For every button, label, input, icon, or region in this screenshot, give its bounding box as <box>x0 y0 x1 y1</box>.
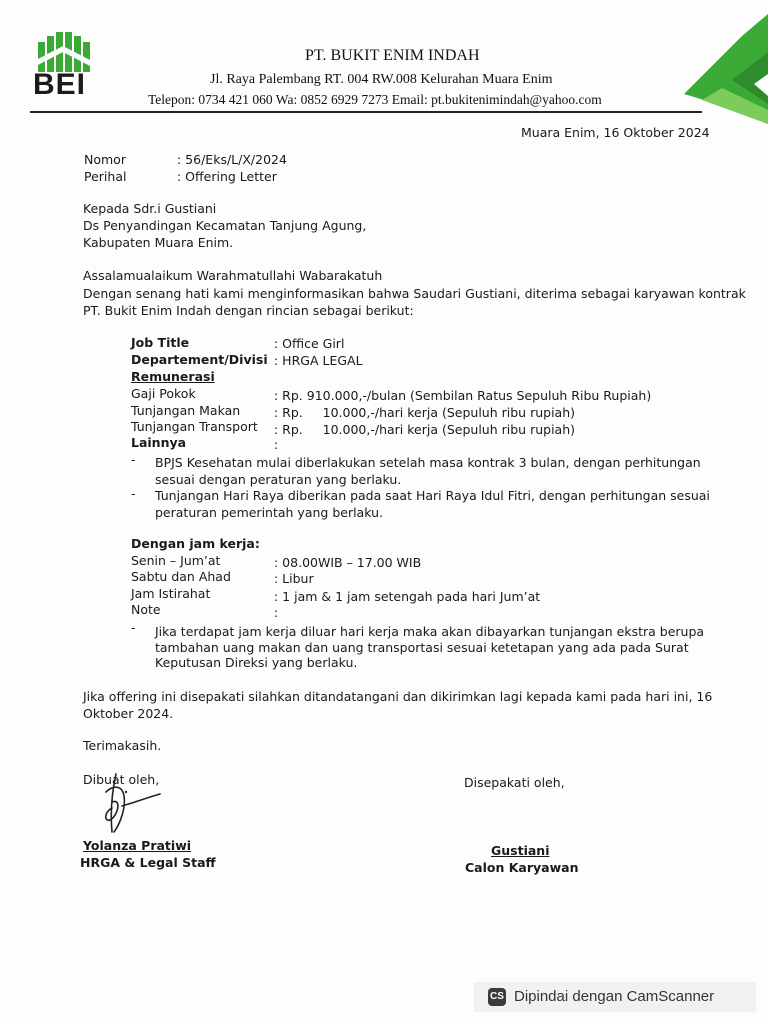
closing-line: Oktober 2024. <box>83 706 174 721</box>
weekday-value: : 08.00WIB – 17.00 WIB <box>274 555 422 570</box>
schedule-heading: Dengan jam kerja: <box>131 536 260 551</box>
makan-value: : Rp. 10.000,-/hari kerja (Sepuluh ribu rupiah) <box>274 405 575 420</box>
rest-label: Jam Istirahat <box>131 586 211 601</box>
nomor-value: : 56/Eks/L/X/2024 <box>177 152 287 167</box>
lainnya-label: Lainnya <box>131 435 187 450</box>
recipient-line: Ds Penyandingan Kecamatan Tanjung Agung, <box>83 218 367 233</box>
handwritten-signature-icon <box>82 772 164 844</box>
bullet-text: peraturan pemerintah yang berlaku. <box>155 505 383 520</box>
right-signature-caption: Disepakati oleh, <box>464 775 565 790</box>
logo-text: BEI <box>33 68 87 101</box>
thanks-text: Terimakasih. <box>83 738 162 753</box>
header-divider <box>30 111 702 113</box>
job-title-label: Job Title <box>131 335 190 350</box>
recipient-line: Kabupaten Muara Enim. <box>83 235 234 250</box>
note-text: tambahan uang makan dan uang transportasi sesuai ketetapan yang ada pada Surat <box>155 640 689 655</box>
company-contact: Telepon: 0734 421 060 Wa: 0852 6929 7273 Email: pt.bukitenimindah@yahoo.com <box>148 92 602 107</box>
gaji-label: Gaji Pokok <box>131 386 196 401</box>
transport-value: : Rp. 10.000,-/hari kerja (Sepuluh ribu rupiah) <box>274 422 575 437</box>
closing-line: Jika offering ini disepakati silahkan ditandatangani dan dikirimkan lagi kepada kami pada hari ini, 16 <box>83 689 713 704</box>
right-signer-name: Gustiani <box>491 843 550 858</box>
company-address: Jl. Raya Palembang RT. 004 RW.008 Kelurahan Muara Enim <box>210 72 553 87</box>
bullet-text: Tunjangan Hari Raya diberikan pada saat Hari Raya Idul Fitri, dengan perhitungan sesuai <box>155 488 710 503</box>
note-text: Keputusan Direksi yang berlaku. <box>155 655 358 670</box>
left-signer-name: Yolanza Pratiwi <box>83 838 192 853</box>
company-name: PT. BUKIT ENIM INDAH <box>305 47 480 64</box>
intro-line: PT. Bukit Enim Indah dengan rincian sebagai berikut: <box>83 303 414 318</box>
recipient-line: Kepada Sdr.i Gustiani <box>83 201 217 216</box>
bullet-dash: - <box>131 620 136 635</box>
weekday-label: Senin – Jum’at <box>131 553 221 568</box>
note-label: Note <box>131 602 161 617</box>
job-title-value: : Office Girl <box>274 336 345 351</box>
corner-chevron-icon <box>682 14 768 124</box>
lainnya-value: : <box>274 437 279 452</box>
bullet-text: BPJS Kesehatan mulai diberlakukan setelah masa kontrak 3 bulan, dengan perhitungan <box>155 455 701 470</box>
perihal-value: : Offering Letter <box>177 169 277 184</box>
camscanner-icon: CS <box>488 988 506 1006</box>
dept-value: : HRGA LEGAL <box>274 353 363 368</box>
dept-label: Departement/Divisi <box>131 352 268 367</box>
makan-label: Tunjangan Makan <box>131 403 241 418</box>
nomor-label: Nomor <box>84 152 126 167</box>
gaji-value: : Rp. 910.000,-/bulan (Sembilan Ratus Sepuluh Ribu Rupiah) <box>274 388 652 403</box>
note-value: : <box>274 605 279 620</box>
camscanner-label: Dipindai dengan CamScanner <box>514 988 715 1005</box>
intro-line: Dengan senang hati kami menginformasikan bahwa Saudari Gustiani, diterima sebagai karyawan kontrak <box>83 286 746 301</box>
left-signature-caption: Dibuat oleh, <box>83 772 160 787</box>
left-signer-role: HRGA & Legal Staff <box>80 855 216 870</box>
transport-label: Tunjangan Transport <box>131 419 258 434</box>
place-date: Muara Enim, 16 Oktober 2024 <box>521 125 710 140</box>
rest-value: : 1 jam & 1 jam setengah pada hari Jum’at <box>274 589 541 604</box>
bullet-dash: - <box>131 486 136 501</box>
weekend-value: : Libur <box>274 571 314 586</box>
weekend-label: Sabtu dan Ahad <box>131 569 231 584</box>
remunerasi-heading: Remunerasi <box>131 369 215 384</box>
right-signer-role: Calon Karyawan <box>465 860 579 875</box>
note-text: Jika terdapat jam kerja diluar hari kerja maka akan dibayarkan tunjangan ekstra berupa <box>155 624 705 639</box>
bullet-dash: - <box>131 452 136 467</box>
greeting: Assalamualaikum Warahmatullahi Wabarakatuh <box>83 268 383 283</box>
perihal-label: Perihal <box>84 169 127 184</box>
bullet-text: sesuai dengan peraturan yang berlaku. <box>155 472 402 487</box>
